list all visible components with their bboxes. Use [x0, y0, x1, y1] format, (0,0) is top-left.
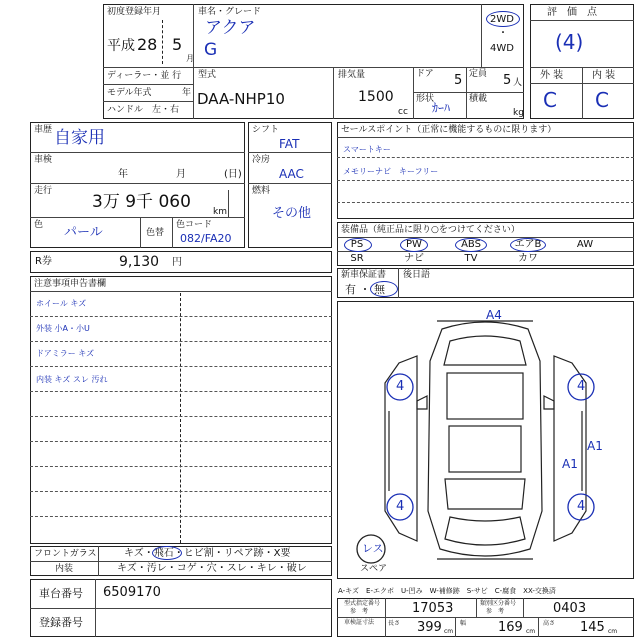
width-label: 幅 [460, 620, 467, 627]
grade-score: (4) [555, 30, 584, 54]
equip-pw: PW [406, 239, 422, 250]
interior-label: 内装 [55, 564, 74, 574]
color-code-label: 色コード [176, 220, 213, 230]
model-year-label: モデル年式 [107, 88, 152, 98]
equipment-label: 装備品（純正品に限り○をつけてください） [341, 225, 520, 235]
exterior-grade: C [543, 88, 557, 112]
equip-leather: カワ [518, 253, 538, 264]
first-reg-label: 初度登録年月 [107, 7, 162, 17]
front-glass-chip-circle [152, 546, 182, 560]
height: 145 [580, 620, 605, 635]
note-item: 内装 キズ スレ 汚れ [36, 375, 108, 384]
equip-pw-circle [400, 238, 428, 252]
mileage-label: 走行 [34, 186, 53, 196]
note-item: 外装 小A・小U [36, 324, 90, 333]
damage-mark-right-rear: A1 [562, 457, 578, 471]
width: 169 [498, 620, 523, 635]
note-item: ホイール キズ [36, 299, 87, 308]
drive-dot: ・ [498, 28, 508, 39]
class-no-sub: 参 考 [486, 608, 505, 615]
color-change-label: 色替 [146, 228, 165, 238]
displacement: 1500 [358, 89, 394, 105]
shape: ｶｰﾊ [432, 101, 451, 115]
equip-sr: SR [350, 253, 364, 264]
drive-4wd: 4WD [490, 43, 514, 54]
drive-2wd: 2WD [490, 14, 514, 25]
note-item: ドアミラー キズ [36, 349, 95, 358]
sales-points-label: セールスポイント（正常に機能するものに限ります） [341, 125, 557, 135]
shaken-month-unit: 月 [176, 169, 186, 180]
capacity-unit: 人 [513, 78, 523, 88]
later-label: 後日語 [403, 270, 431, 280]
recycle-unit: 円 [172, 257, 182, 268]
model-no: 17053 [412, 601, 454, 616]
era: 平成 [107, 38, 135, 54]
width-unit: cm [526, 628, 536, 635]
usage-value: 自家用 [54, 128, 105, 148]
equip-ps-circle [344, 238, 372, 252]
recycle-value: 9,130 [119, 254, 160, 270]
capacity-label: 定員 [469, 69, 488, 79]
spare-label: レス [362, 542, 384, 555]
capacity: 5 [503, 73, 512, 88]
displacement-unit: cc [398, 107, 408, 117]
equip-ps: PS [350, 239, 364, 250]
length: 399 [417, 620, 442, 635]
shaken-day-unit: (日) [224, 169, 242, 180]
doors: 5 [454, 73, 463, 88]
spare-caption: スペア [360, 564, 388, 574]
model-no-label: 型式指定番号 [344, 600, 381, 607]
equip-airbag-circle [510, 238, 546, 252]
loading-unit: kg [513, 108, 524, 118]
exterior-grade-label: 外 装 [540, 70, 564, 81]
damage-mark-wheel-fl: 4 [396, 379, 405, 394]
shaken-year-unit: 年 [118, 169, 128, 180]
model-year-unit: 年 [182, 88, 192, 98]
grade-label: 評 価 点 [547, 7, 597, 18]
length-sub: 長さ [388, 620, 401, 627]
equip-airbag: エアB [514, 239, 542, 250]
shift: FAT [279, 137, 300, 151]
usage-label: 車歴 [34, 125, 53, 135]
katashiki: DAA-NHP10 [197, 90, 285, 108]
warranty-value: 有 ・ 無 [345, 283, 385, 296]
height-label: 高さ [543, 620, 556, 627]
ac: AAC [279, 167, 304, 181]
model-no-sub: 参 考 [350, 608, 369, 615]
height-unit: cm [608, 628, 618, 635]
katashiki-label: 型式 [198, 70, 217, 80]
color: パール [64, 225, 103, 240]
grade: G [204, 40, 218, 60]
notes-label: 注意事項申告書欄 [34, 279, 107, 289]
reg-label: 登録番号 [39, 616, 83, 629]
shaken-label: 車検 [34, 155, 53, 165]
displacement-label: 排気量 [338, 70, 366, 80]
interior-grade: C [595, 88, 609, 112]
class-no-label: 類別区分番号 [480, 600, 517, 607]
interior-grade-label: 内 装 [592, 70, 616, 81]
mileage: 3万 9千 060 [92, 192, 191, 212]
front-glass-label: フロントガラス [34, 549, 97, 559]
sales-point-item: メモリーナビ キーフリー [343, 167, 439, 176]
length-unit: cm [444, 628, 454, 635]
fuel-label: 燃料 [252, 186, 271, 196]
equip-aw: AW [576, 239, 594, 250]
class-no: 0403 [553, 601, 587, 616]
equip-navi: ナビ [404, 253, 424, 264]
chassis-label: 車台番号 [39, 587, 83, 600]
recycle-label: R券 [35, 256, 52, 267]
ac-label: 冷房 [252, 155, 271, 165]
car-name: アクア [205, 18, 256, 38]
color-label: 色 [34, 220, 44, 230]
warranty-label: 新車保証書 [341, 270, 387, 280]
mileage-unit: km [213, 207, 227, 217]
handle-label: ハンドル 左・右 [107, 105, 180, 115]
chassis-number: 6509170 [103, 585, 161, 600]
dealer-label: ディーラー・並 行 [107, 71, 182, 81]
sales-point-item: スマートキー [343, 145, 391, 154]
shift-label: シフト [252, 125, 280, 135]
damage-mark-wheel-rr: 4 [577, 499, 586, 514]
equip-abs: ABS [461, 239, 481, 250]
first-reg-year: 28 [137, 35, 158, 54]
loading-label: 積載 [469, 94, 488, 104]
damage-legend: A-キズ E-エクボ U-凹み W-補修跡 S-サビ C-腐食 XX-交換済 [338, 587, 556, 595]
equip-abs-circle [455, 238, 487, 252]
length-label: 車検証寸法 [344, 619, 375, 626]
damage-mark-right-door: A1 [587, 439, 603, 453]
warranty-none-circle [370, 281, 398, 297]
month-unit: 月 [186, 54, 194, 63]
damage-mark-wheel-rl: 4 [396, 499, 405, 514]
damage-mark-wheel-fr: 4 [577, 379, 586, 394]
car-name-label: 車名・グレード [198, 7, 262, 17]
equip-tv: TV [464, 253, 478, 264]
door-label: ドア [416, 69, 434, 79]
color-code: 082/FA20 [180, 232, 232, 245]
damage-mark-front: A4 [486, 308, 502, 322]
first-reg-month: 5 [172, 35, 183, 54]
shape-label: 形状 [416, 94, 435, 104]
fuel: その他 [272, 206, 312, 221]
interior-value: キズ・汚レ・コゲ・穴・スレ・キレ・破レ [117, 563, 307, 574]
front-glass-value: キズ・飛石・ヒビ割・リペア跡・X要 [124, 548, 291, 559]
